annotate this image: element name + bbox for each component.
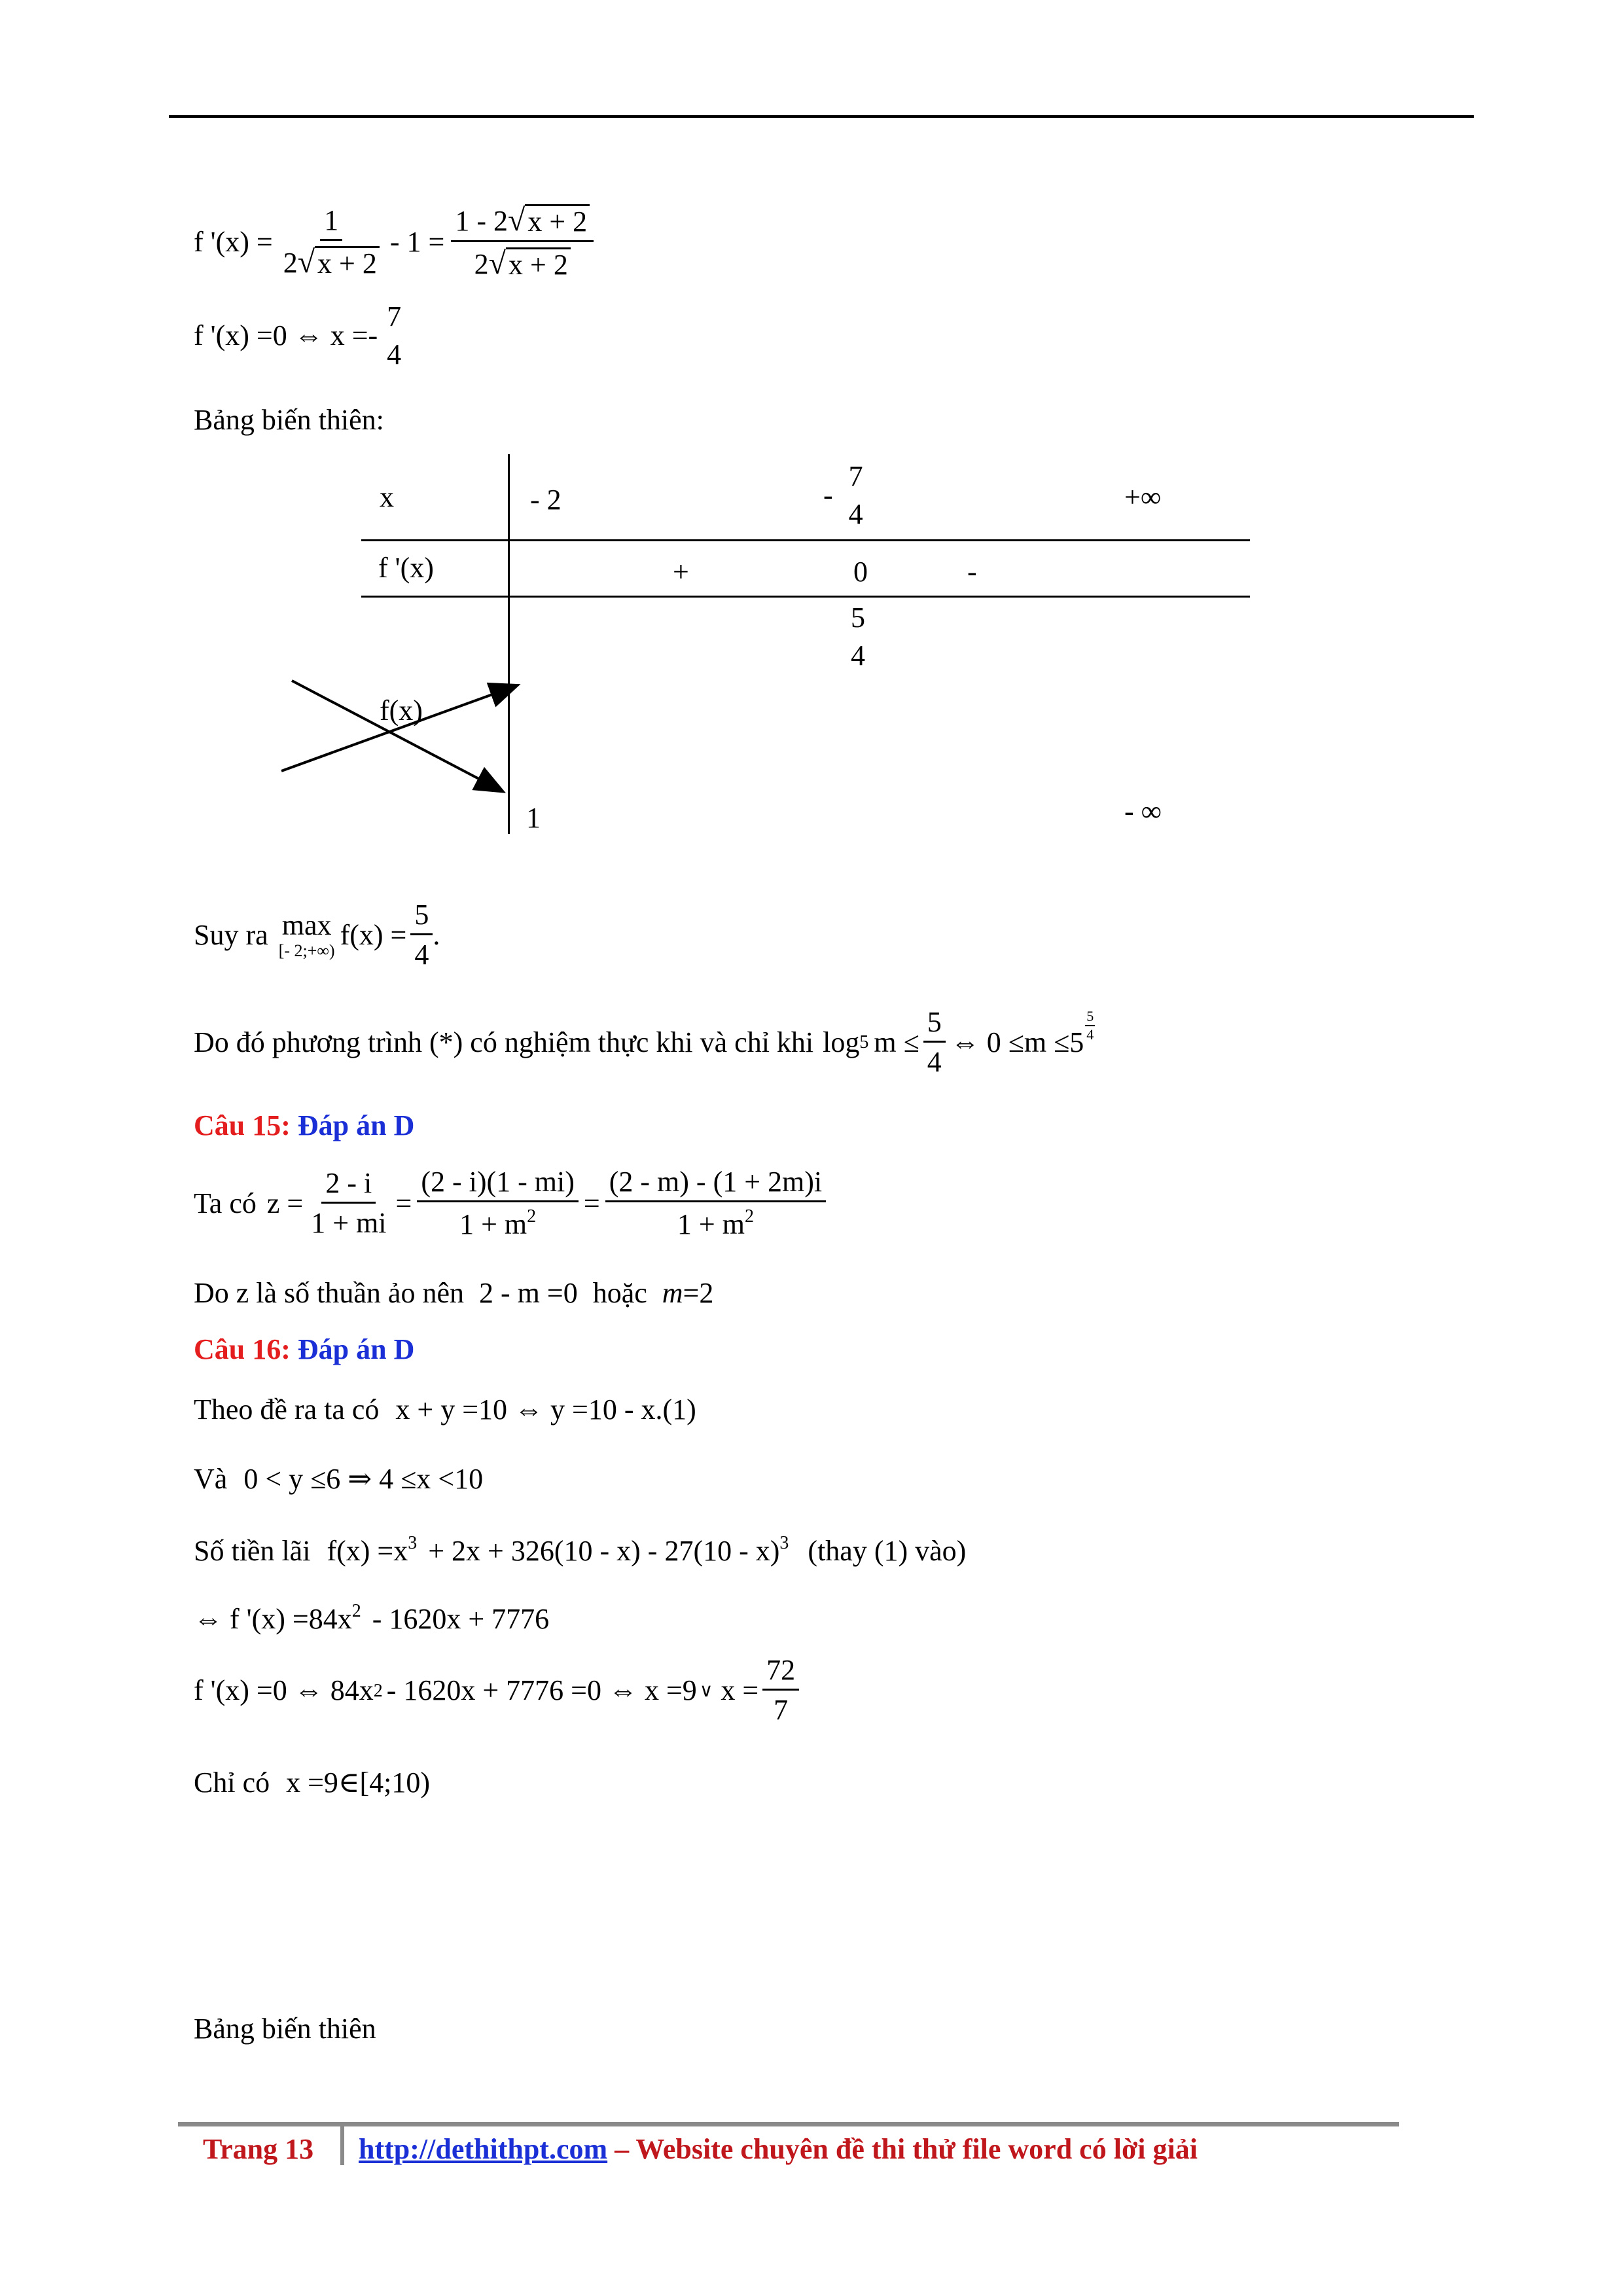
do-do-rest: ⇔ 0 ≤m ≤5 bbox=[950, 1026, 1084, 1058]
line-math-b: - 1620x + 7776 =0 ⇔ x =9 bbox=[386, 1674, 697, 1706]
line-math: 0 < y ≤6 ⇒ 4 ≤x <10 bbox=[243, 1463, 484, 1495]
m-le: m ≤ bbox=[874, 1026, 919, 1058]
fraction bbox=[923, 1008, 946, 1077]
fraction-denominator: 4 bbox=[851, 639, 865, 672]
radicand: x + 2 bbox=[315, 246, 380, 278]
line-text: Và bbox=[194, 1463, 228, 1495]
cau16-line4 bbox=[194, 1602, 549, 1634]
line-math-a: f(x) =x bbox=[327, 1535, 408, 1567]
exp-denominator: 4 bbox=[1086, 1026, 1094, 1043]
ta-co-text: Ta có bbox=[194, 1187, 257, 1219]
max-operator bbox=[278, 908, 335, 960]
radicand: x + 2 bbox=[506, 247, 571, 279]
or-symbol: ∨ bbox=[699, 1681, 713, 1701]
cau16-line1 bbox=[194, 1395, 696, 1424]
log-word: log bbox=[823, 1026, 860, 1058]
line-math: x =9∈[4;10) bbox=[286, 1767, 431, 1799]
fraction-denominator bbox=[471, 242, 575, 279]
line-math: ⇔ f '(x) =84x bbox=[194, 1603, 352, 1635]
square-exponent: 2 bbox=[744, 1206, 754, 1227]
line-text: Theo đề ra ta có bbox=[194, 1393, 380, 1426]
fraction-denominator bbox=[455, 1202, 540, 1239]
coef: 2 bbox=[474, 248, 489, 280]
fraction-1 bbox=[307, 1169, 390, 1238]
line-math-a: f '(x) =0 ⇔ 84x bbox=[194, 1674, 374, 1706]
den-base: 1 + m bbox=[677, 1208, 745, 1240]
f-end: - ∞ bbox=[1124, 795, 1162, 827]
fraction-denominator bbox=[673, 1202, 758, 1239]
log-base: 5 bbox=[859, 1031, 869, 1052]
row-f-label: f(x) bbox=[380, 694, 423, 726]
fraction-numerator: 7 bbox=[387, 300, 402, 332]
cau15-conclusion bbox=[194, 1279, 713, 1308]
fraction-denominator: 1 + mi bbox=[311, 1207, 387, 1239]
footer-tagline: – Website chuyên đề thi thử file word có lời giải bbox=[607, 2133, 1198, 2165]
coef: 2 bbox=[283, 246, 298, 279]
cube-exponent: 3 bbox=[779, 1533, 789, 1553]
fraction-denominator: 4 bbox=[848, 498, 863, 530]
radicand: x + 2 bbox=[525, 204, 590, 236]
fprime-equation bbox=[194, 204, 594, 279]
period: . bbox=[433, 918, 440, 951]
x-mid-sign: - bbox=[823, 479, 833, 511]
footer-text bbox=[359, 2135, 1198, 2164]
answer-label: Đáp án D bbox=[297, 1109, 415, 1141]
radical-sign-icon: √ bbox=[508, 203, 526, 238]
line-note: (thay (1) vào) bbox=[808, 1535, 967, 1567]
conclusion-or: hoặc bbox=[592, 1277, 647, 1309]
radical-sign-icon: √ bbox=[297, 244, 315, 279]
do-do-line bbox=[194, 1008, 1095, 1077]
sqrt bbox=[489, 247, 571, 279]
fraction bbox=[847, 603, 869, 670]
table-row-divider-2 bbox=[361, 596, 1250, 598]
fraction-numerator: 1 bbox=[320, 206, 342, 241]
f-max bbox=[847, 603, 869, 670]
cau16-heading bbox=[194, 1335, 414, 1364]
fprime-lhs: f '(x) = bbox=[194, 225, 273, 258]
line-text: Chỉ có bbox=[194, 1767, 270, 1799]
f-start: 1 bbox=[526, 802, 541, 834]
fraction bbox=[410, 901, 433, 969]
bbt-heading: Bảng biến thiên: bbox=[194, 404, 384, 436]
question-label: Câu 15: bbox=[194, 1109, 291, 1141]
fraction-numerator: 7 bbox=[848, 460, 863, 492]
max-word: max bbox=[281, 908, 332, 941]
fprime-zero-equation bbox=[194, 302, 405, 369]
x-start: - 2 bbox=[530, 484, 562, 516]
sign-plus: + bbox=[673, 556, 689, 588]
numerator-text: 1 - 2 bbox=[455, 205, 508, 237]
fprime-fraction-2 bbox=[451, 204, 594, 279]
line-math: x + y =10 ⇔ y =10 - x.(1) bbox=[395, 1393, 696, 1426]
table-row-divider-1 bbox=[361, 539, 1250, 541]
radical-sign-icon: √ bbox=[488, 246, 507, 281]
fraction-numerator: 5 bbox=[923, 1008, 946, 1043]
line-math-c: x = bbox=[721, 1674, 759, 1706]
fraction-denominator: 4 bbox=[414, 939, 429, 971]
header-rule bbox=[169, 115, 1474, 118]
line-math-b: + 2x + 326(10 - x) - 27(10 - x) bbox=[428, 1535, 780, 1567]
cau16-line2 bbox=[194, 1465, 483, 1494]
fraction bbox=[383, 302, 405, 369]
sign-minus: - bbox=[967, 556, 977, 588]
conclusion-m: m bbox=[662, 1277, 683, 1309]
fraction-numerator: 2 - i bbox=[321, 1169, 376, 1204]
exp-numerator: 5 bbox=[1085, 1009, 1095, 1026]
cau16-line3 bbox=[194, 1534, 966, 1566]
fraction-numerator: (2 - m) - (1 + 2m)i bbox=[605, 1168, 826, 1202]
answer-label: Đáp án D bbox=[297, 1333, 415, 1365]
row-x-label: x bbox=[380, 481, 394, 513]
fraction-denominator: 4 bbox=[387, 338, 402, 370]
line-text: Số tiền lãi bbox=[194, 1535, 311, 1567]
conclusion-text: Do z là số thuần ảo nên bbox=[194, 1277, 464, 1309]
sign-zero: 0 bbox=[853, 556, 868, 588]
do-do-text: Do đó phương trình (*) có nghiệm thực khi và chỉ khi bbox=[194, 1026, 814, 1058]
fraction-numerator: 5 bbox=[851, 601, 865, 634]
fprime-fraction-1 bbox=[279, 206, 383, 278]
equals: = bbox=[395, 1187, 412, 1219]
suy-ra-line bbox=[194, 901, 440, 969]
fraction-numerator: (2 - i)(1 - mi) bbox=[417, 1168, 579, 1202]
sqrt bbox=[508, 204, 590, 236]
conclusion-math: 2 - m =0 bbox=[479, 1277, 578, 1309]
x-end: +∞ bbox=[1124, 481, 1162, 513]
fprime-mid: - 1 = bbox=[389, 225, 445, 258]
footer-separator bbox=[340, 2122, 344, 2165]
cau15-heading bbox=[194, 1111, 414, 1140]
fraction bbox=[762, 1656, 799, 1725]
fraction-denominator bbox=[279, 241, 383, 278]
bbt2-heading: Bảng biến thiên bbox=[194, 2013, 376, 2045]
max-expression: f(x) = bbox=[340, 918, 407, 951]
line-math-rest: - 1620x + 7776 bbox=[372, 1603, 550, 1635]
suy-ra-prefix: Suy ra bbox=[194, 918, 268, 951]
fraction-numerator bbox=[451, 204, 594, 242]
square-exponent: 2 bbox=[373, 1681, 383, 1701]
fraction-numerator: 72 bbox=[762, 1656, 799, 1691]
conclusion-m-value: =2 bbox=[683, 1277, 714, 1309]
square-exponent: 2 bbox=[527, 1206, 537, 1227]
cau16-line6 bbox=[194, 1768, 430, 1797]
square-exponent: 2 bbox=[351, 1601, 361, 1621]
z-eq: z = bbox=[266, 1187, 304, 1219]
footer-page-label: Trang 13 bbox=[203, 2133, 314, 2165]
den-base: 1 + m bbox=[459, 1208, 527, 1240]
fraction-3 bbox=[605, 1168, 826, 1239]
fraction-denominator: 7 bbox=[774, 1694, 789, 1726]
crossed-arrows-icon bbox=[275, 674, 524, 805]
fraction-2 bbox=[417, 1168, 579, 1239]
equals: = bbox=[583, 1187, 600, 1219]
max-domain: [- 2;+∞) bbox=[278, 941, 335, 960]
cube-exponent: 3 bbox=[408, 1533, 418, 1553]
fraction-denominator: 4 bbox=[927, 1046, 942, 1078]
row-fprime-label: f '(x) bbox=[378, 552, 434, 584]
sqrt bbox=[298, 246, 380, 278]
fraction-numerator: 5 bbox=[410, 901, 433, 935]
footer-link[interactable]: http://dethithpt.com bbox=[359, 2133, 608, 2165]
cau15-equation bbox=[194, 1168, 826, 1239]
cau16-line5 bbox=[194, 1656, 799, 1725]
footer-rule bbox=[178, 2122, 1399, 2126]
x-mid bbox=[823, 462, 867, 529]
question-label: Câu 16: bbox=[194, 1333, 291, 1365]
fraction bbox=[845, 462, 867, 529]
fprime-zero-lhs: f '(x) =0 ⇔ x =- bbox=[194, 319, 378, 351]
exponent-fraction bbox=[1085, 1009, 1095, 1042]
